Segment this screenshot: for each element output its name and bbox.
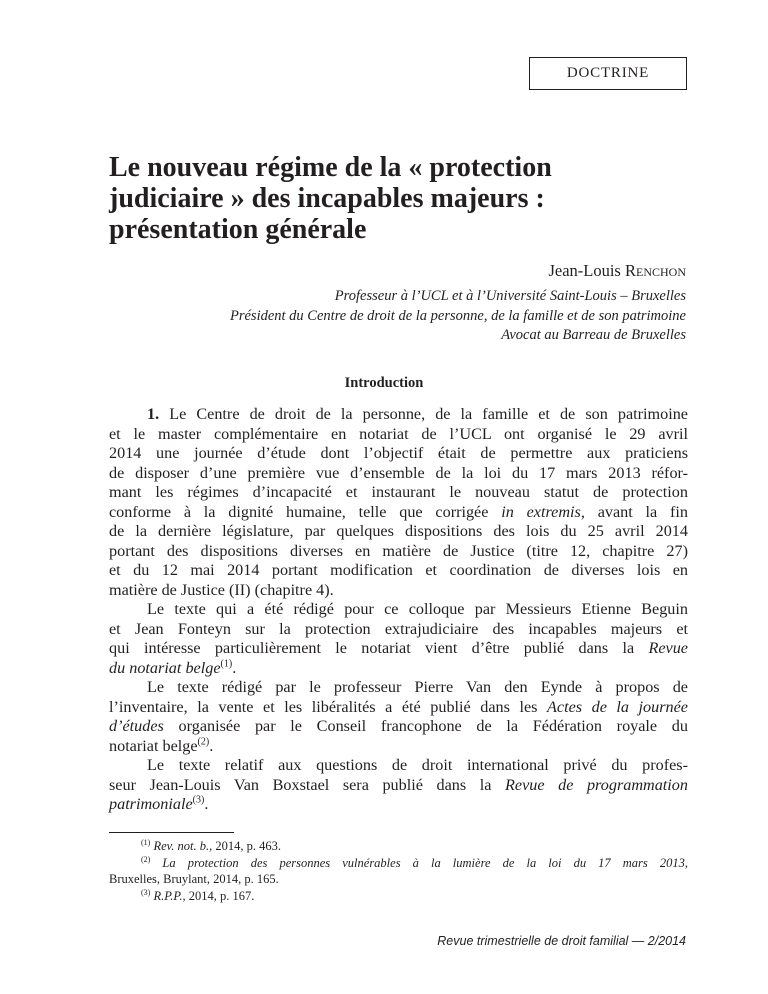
text-line: matière de Justice (II) (chapitre 4). bbox=[109, 580, 334, 599]
text-line: et le master complémentaire en notariat de l’UCL ont organisé le 29 avril bbox=[109, 424, 688, 443]
paragraph-4 bbox=[109, 756, 688, 815]
text-line: notariat belge$^{(2)}$. bbox=[109, 736, 214, 755]
footnote-continuation: Bruxelles, Bruylant, 2014, p. 165. bbox=[109, 872, 279, 886]
text-line: l’inventaire, la vente et les libéralités a été publié dans les Actes de la journée bbox=[109, 697, 688, 716]
article-title bbox=[109, 152, 669, 245]
affiliation-line: Professeur à l’UCL et à l’Université Saint-Louis – Bruxelles bbox=[334, 288, 686, 304]
text-line: de la dernière législature, par quelques dispositions des lois du 25 avril 2014 bbox=[109, 522, 688, 540]
footnote: $^{(2)}$ La protection des personnes vulnérables à la lumière de la loi du 17 mars 2013, bbox=[141, 854, 688, 870]
footnote-separator bbox=[109, 832, 234, 833]
text-line: qui intéresse particulièrement le notariat vient d’être publié dans la Revue bbox=[109, 639, 688, 657]
title-line: présentation générale bbox=[109, 214, 367, 245]
text-line: mant les régimes d’incapacité et instaurant le nouveau statut de protection bbox=[109, 483, 688, 501]
section-heading: Introduction bbox=[344, 375, 424, 391]
text-line: Le texte relatif aux questions de droit international privé du profes- bbox=[147, 756, 688, 774]
footnote: $^{(1)}$ Rev. not. b., 2014, p. 463. bbox=[141, 837, 281, 853]
paragraph-3 bbox=[109, 678, 688, 756]
article-body bbox=[109, 405, 688, 815]
text-line: portant des dispositions diverses en matière de Justice (titre 12, chapitre 27) bbox=[109, 541, 688, 560]
author-name bbox=[548, 261, 686, 281]
footnote-ref: (1) bbox=[220, 658, 233, 670]
text-line: du notariat belge$^{(1)}$. bbox=[109, 658, 237, 677]
text-line: d’études organisée par le Conseil francophone de la Fédération royale du bbox=[109, 717, 688, 735]
author-first-name: Jean-Louis bbox=[548, 261, 621, 280]
section-tag: DOCTRINE bbox=[529, 57, 687, 90]
footnote-ref: (3) bbox=[192, 794, 205, 806]
text-line: Le texte qui a été rédigé pour ce colloque par Messieurs Etienne Beguin bbox=[147, 600, 688, 618]
text-line: et du 12 mai 2014 portant modification et coordination de diverses lois en bbox=[109, 561, 688, 579]
text-line: 1. Le Centre de droit de la personne, de la famille et de son patrimoine bbox=[147, 405, 688, 423]
text-line: 2014 une journée d’étude dont l’objectif était de permettre aux praticiens bbox=[109, 444, 688, 462]
affiliation-line: Président du Centre de droit de la personne, de la famille et de son patrimoine bbox=[229, 307, 686, 324]
text-line: seur Jean-Louis Van Boxstael sera publié dans la Revue de programmation bbox=[109, 775, 688, 794]
text-line: conforme à la dignité humaine, telle que corrigée in extremis, avant la fin bbox=[109, 502, 688, 521]
paragraph-2 bbox=[109, 600, 688, 678]
footnote: $^{(3)}$ R.P.P., 2014, p. 167. bbox=[141, 887, 255, 903]
title-line: Le nouveau régime de la « protection bbox=[109, 152, 552, 183]
text-line: de disposer d’une première vue d’ensemble de la loi du 17 mars 2013 réfor- bbox=[109, 463, 688, 482]
text-line: patrimoniale$^{(3)}$. bbox=[109, 794, 209, 813]
footnotes bbox=[109, 838, 688, 904]
paragraph-1 bbox=[109, 405, 688, 600]
footnote-ref: (2) bbox=[197, 736, 210, 748]
affiliation-line: Avocat au Barreau de Bruxelles bbox=[501, 327, 686, 343]
journal-footer: Revue trimestrielle de droit familial — 2/2014 bbox=[437, 934, 686, 948]
author-last-name: Renchon bbox=[624, 261, 686, 280]
author-affiliations bbox=[230, 287, 686, 346]
paragraph-number: 1. bbox=[147, 405, 160, 423]
text-line: et Jean Fonteyn sur la protection extrajudiciaire des incapables majeurs et bbox=[109, 619, 688, 638]
title-line: judiciaire » des incapables majeurs : bbox=[109, 183, 545, 214]
text-line: Le texte rédigé par le professeur Pierre Van den Eynde à propos de bbox=[147, 678, 688, 696]
